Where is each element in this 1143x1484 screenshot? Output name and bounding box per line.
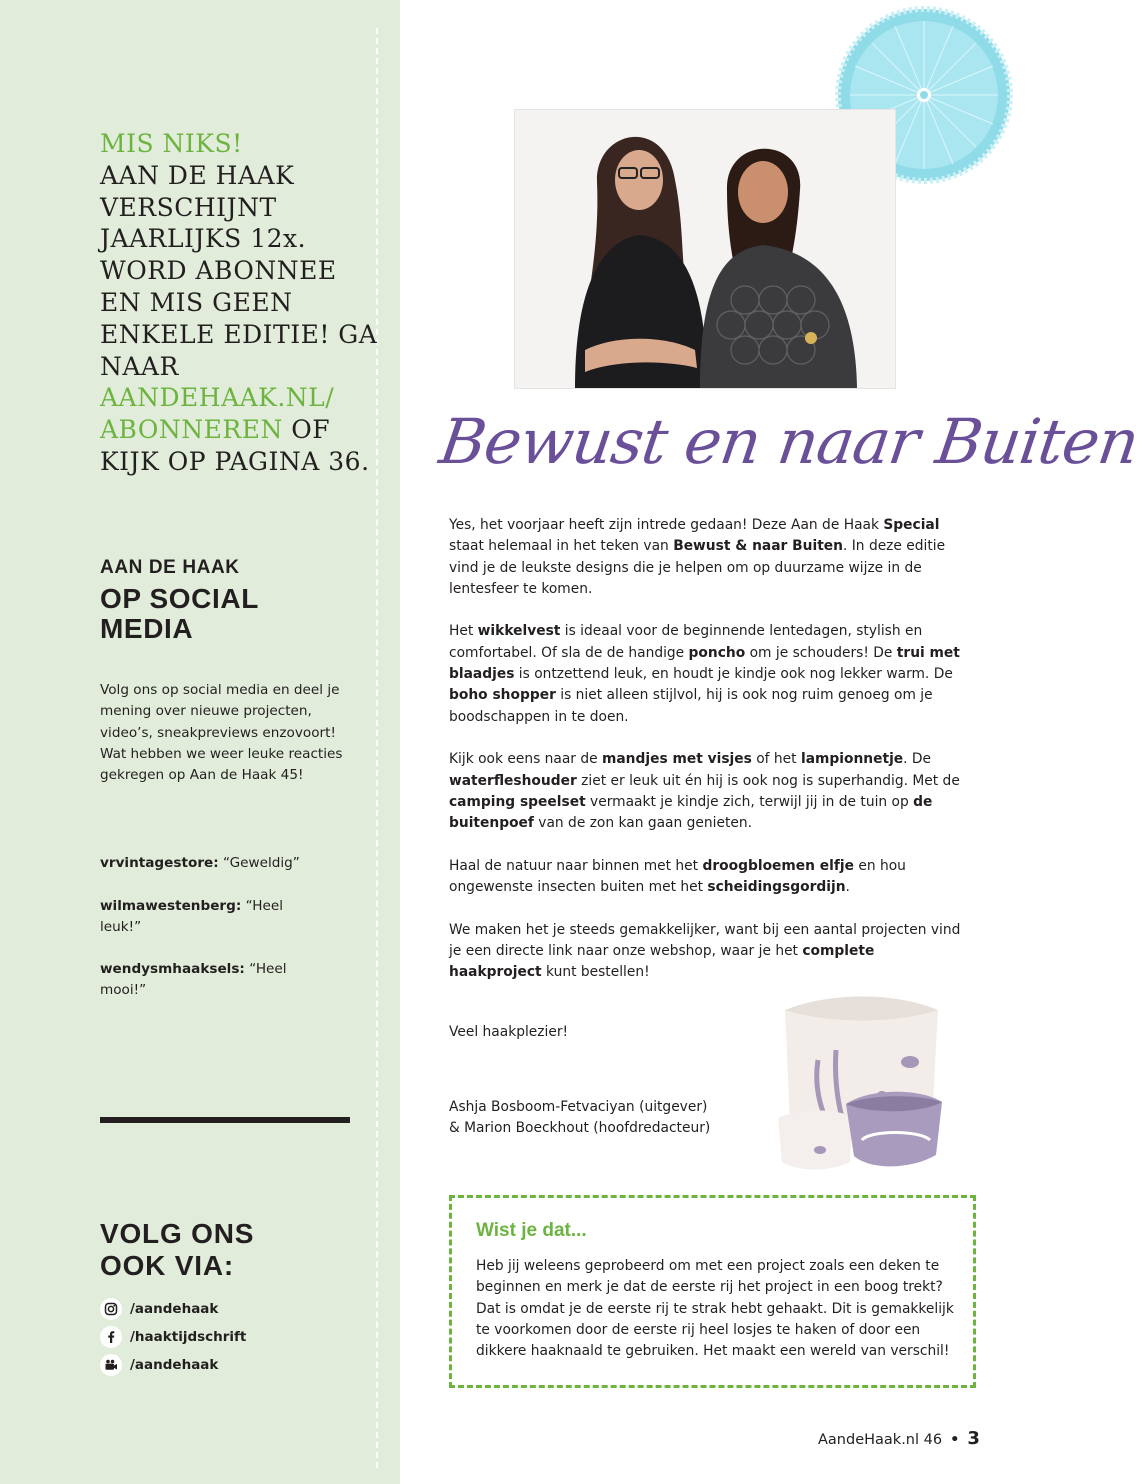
social-kicker: AAN DE HAAK <box>100 557 240 578</box>
promo-link-line2[interactable]: ABONNEREN <box>100 415 283 445</box>
reaction-quote: “Heel leuk!” <box>100 898 283 936</box>
tip-title: Wist je dat... <box>476 1220 587 1241</box>
social-title-line2: MEDIA <box>100 613 194 644</box>
section-rule <box>100 1117 350 1123</box>
crochet-baskets-image <box>770 990 950 1175</box>
editors-photo <box>515 110 895 388</box>
promo-heading: MIS NIKS! <box>100 129 243 158</box>
signoff: Veel haakplezier! <box>449 1024 569 1040</box>
sidebar <box>0 0 400 1484</box>
reaction-quote: “Heel mooi!” <box>100 961 287 999</box>
follow-title-line2: OOK VIA: <box>100 1250 234 1281</box>
tip-body: Heb jij weleens geprobeerd om met een project zoals een deken te beginnen en merk je dat de eerste rij het project in een boog trekt? Dat is omdat je de eerste rij te strak hebt gehaakt. Dit is gemakkelijk te voorkomen door de eerste rij heel losjes te haken of door een dikkere haaknaald te gebruiken. Het maakt een wereld van verschil! <box>476 1258 954 1360</box>
youtube-icon <box>100 1354 122 1376</box>
article-paragraph: We maken het je steeds gemakkelijker, want bij een aantal projecten vind je een directe link naar onze webshop, waar je het complete haakproject kunt bestellen! <box>449 921 961 981</box>
reaction-handle: vrvintagestore: <box>100 855 219 871</box>
article-headline: Bewust en naar Buiten <box>435 405 1143 478</box>
article-paragraph: Haal de natuur naar binnen met het droogbloemen elfje en hou ongewenste insecten buiten met het scheidingsgordijn. <box>449 857 906 896</box>
follow-title <box>100 1218 254 1282</box>
promo-or: OF <box>291 415 331 445</box>
footer-bullet: • <box>950 1432 960 1448</box>
follow-label: /aandehaak <box>130 1357 219 1373</box>
follow-instagram[interactable] <box>100 1297 218 1321</box>
social-intro: Volg ons op social media en deel je mening over nieuwe projecten, video’s, sneakpreviews enzovoort! Wat hebben we weer leuke reacties gekregen op Aan de Haak 45! <box>100 682 343 784</box>
reaction-item <box>100 853 315 874</box>
social-title <box>100 584 259 644</box>
reaction-item <box>100 959 315 1002</box>
reaction-quote: “Geweldig” <box>223 855 300 871</box>
author-line: Ashja Bosboom-Fetvaciyan (uitgever) <box>449 1099 708 1115</box>
reaction-handle: wilmawestenberg: <box>100 898 242 914</box>
follow-label: /haaktijdschrift <box>130 1329 247 1345</box>
instagram-icon <box>100 1298 122 1320</box>
page-footer <box>818 1428 980 1449</box>
page-number: 3 <box>967 1428 980 1449</box>
follow-label: /aandehaak <box>130 1301 219 1317</box>
author-credits <box>449 1097 710 1140</box>
article-paragraph: Kijk ook eens naar de mandjes met visjes of het lampionnetje. De waterfleshouder ziet er leuk uit én hij is ook nog is superhandig. Met de camping speelset vermaakt je kindje zich, terwijl jij in de tuin op de buitenpoef van de zon kan gaan genieten. <box>449 751 960 832</box>
author-line: & Marion Boeckhout (hoofdredacteur) <box>449 1120 711 1137</box>
article-paragraph: Yes, het voorjaar heeft zijn intrede gedaan! Deze Aan de Haak Special staat helemaal in het teken van Bewust & naar Buiten. In deze editie vind je de leukste designs die je helpen om op duurzame wijze in de lentesfeer te komen. <box>449 517 946 597</box>
promo-link-line1[interactable]: AANDEHAAK.NL/ <box>100 383 335 413</box>
follow-facebook[interactable] <box>100 1325 246 1349</box>
reaction-item <box>100 896 315 939</box>
article-body <box>449 515 974 1005</box>
follow-youtube[interactable] <box>100 1353 218 1377</box>
follow-title-line1: VOLG ONS <box>100 1218 255 1249</box>
subscription-promo <box>100 128 380 478</box>
article-paragraph: Het wikkelvest is ideaal voor de beginnende lentedagen, stylish en comfortabel. Of sla de de handige poncho om je schouders! De trui met blaadjes is ontzettend leuk, en houdt je kindje ook nog lekker warm. De boho shopper is niet alleen stijlvol, hij is ook nog ruim genoeg om je boodschappen in te doen. <box>449 623 960 725</box>
footer-site: AandeHaak.nl 46 <box>818 1432 943 1448</box>
reaction-handle: wendysmhaaksels: <box>100 961 245 977</box>
social-title-line1: OP SOCIAL <box>100 583 259 614</box>
promo-body: AAN DE HAAK VERSCHIJNT JAARLIJKS 12x. WORD ABONNEE EN MIS GEEN ENKELE EDITIE! GA NAAR <box>100 160 378 381</box>
promo-last-line: KIJK OP PAGINA 36. <box>100 446 370 476</box>
facebook-icon <box>100 1326 122 1348</box>
